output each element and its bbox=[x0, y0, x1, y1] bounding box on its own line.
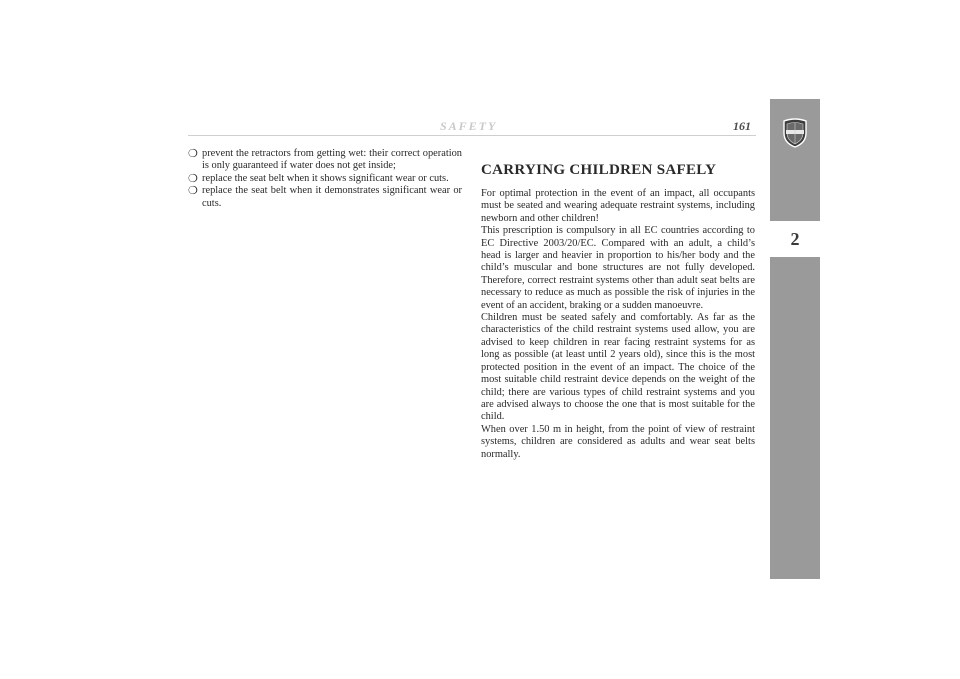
body-paragraph: Children must be seated safely and comfortably. As far as the characteristics of the child restraint systems used allow, you are advised to keep children in rear facing restraint systems for as long as possible (at least until 2 years old), since this is the most protected position in the event of an impact. The choice of the most suitable child restraint device depends on the weight of the child; there are various types of child restraint systems and you are advised always to choose the one that is most suitable for the child. bbox=[481, 312, 755, 423]
list-item-text: replace the seat belt when it demonstrates significant wear or cuts. bbox=[202, 185, 462, 209]
list-item bbox=[188, 173, 462, 185]
section-title: SAFETY bbox=[440, 119, 498, 133]
list-item bbox=[188, 185, 462, 210]
body-paragraph: This prescription is compulsory in all EC countries according to EC Directive 2003/20/EC. Compared with an adult, a child’s head is larger and heavier in proportion to his/her body and the child’s muscular and bone structures are not fully developed. Therefore, correct restraint systems other than adult seat belts are necessary to reduce as much as possible the risk of injuries in the event of an accident, braking or a sudden manoeuvre. bbox=[481, 225, 755, 311]
circle-bullet-icon: ❍ bbox=[188, 172, 198, 185]
list-item bbox=[188, 148, 462, 173]
chapter-tab[interactable]: 2 bbox=[770, 223, 820, 255]
circle-bullet-icon: ❍ bbox=[188, 148, 198, 160]
right-column bbox=[481, 161, 755, 461]
body-paragraph: For optimal protection in the event of an impact, all occupants must be seated and wearing adequate restraint systems, including newborn and other children! bbox=[481, 188, 755, 224]
list-item-text: replace the seat belt when it shows significant wear or cuts. bbox=[202, 172, 449, 184]
left-column bbox=[188, 148, 462, 210]
body-paragraph: When over 1.50 m in height, from the point of view of restraint systems, children are considered as adults and wear seat belts normally. bbox=[481, 423, 755, 460]
section-heading: CARRYING CHILDREN SAFELY bbox=[481, 162, 717, 178]
sidebar-divider-bottom bbox=[770, 255, 820, 257]
list-item-text: prevent the retractors from getting wet: their correct operation is only guaranteed if water does not get inside; bbox=[202, 148, 462, 172]
page-number: 161 bbox=[733, 119, 751, 133]
header-divider bbox=[188, 135, 756, 136]
lancia-shield-logo-icon bbox=[782, 118, 808, 148]
chapter-sidebar bbox=[770, 99, 820, 579]
circle-bullet-icon: ❍ bbox=[188, 185, 198, 198]
